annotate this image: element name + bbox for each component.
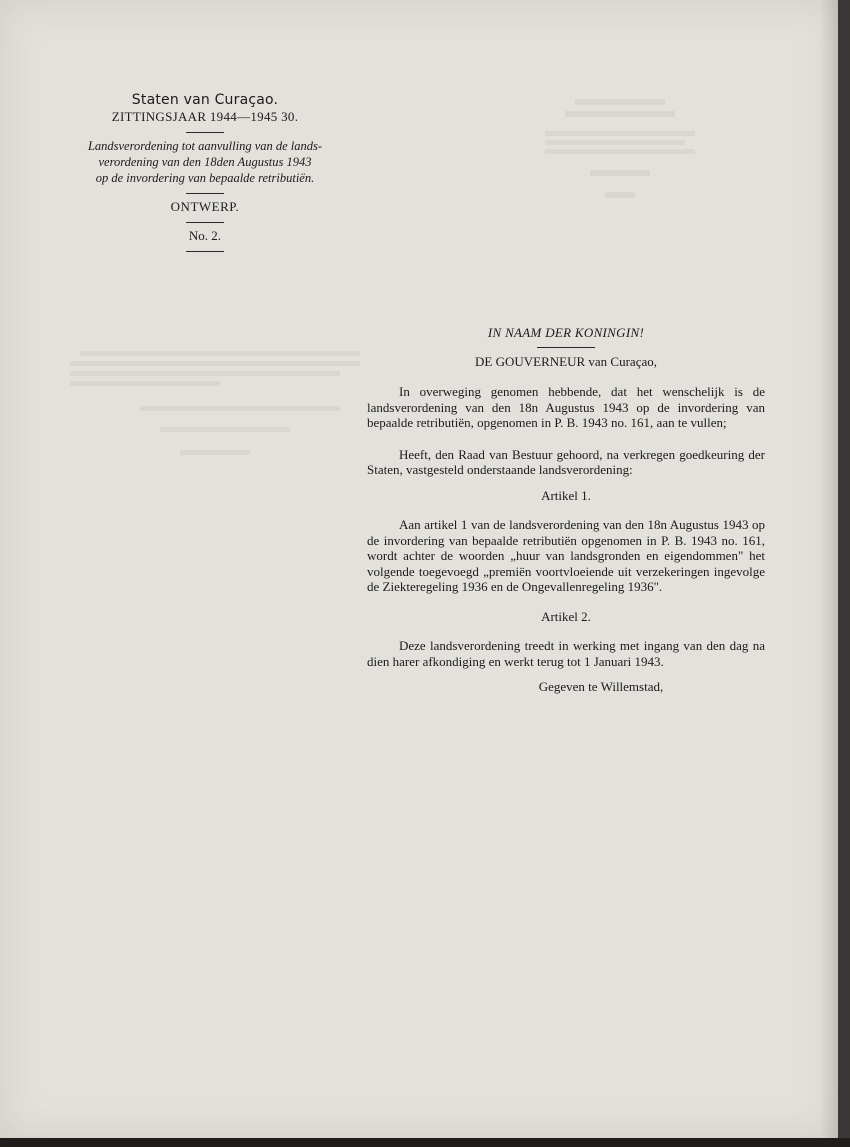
subject-line-2: verordening van den 18den Augustus 1943 — [98, 155, 312, 169]
preamble: IN NAAM DER KONINGIN! — [487, 325, 645, 340]
show-through-block-left — [60, 345, 360, 495]
number-divider — [186, 251, 224, 252]
signoff: Gegeven te Willemstad, — [538, 679, 664, 694]
assembly-title: Staten van Curaçao. — [131, 92, 279, 108]
draft-number: No. 2. — [188, 228, 222, 243]
scan-edge-bottom — [0, 1138, 850, 1147]
article-2-heading: Artikel 2. — [541, 608, 591, 624]
article-2-text: Deze landsverordening treedt in werking met ingang van den dag na dien harer afkondiging en werkt terug tot 1 Januari 1943. — [367, 638, 765, 669]
page-fold-shadow — [820, 0, 838, 1138]
session-year: ZITTINGSJAAR 1944—1945 30. — [111, 109, 299, 124]
considering-paragraph: In overweging genomen hebbende, dat het wenschelijk is de landsverordening van den 18n Augustus 1943 op de invordering van bepaalde retributiën, opgenomen in P. B. 1943 no. 161, aan te vullen; — [367, 384, 765, 430]
scan-edge-right — [838, 0, 850, 1147]
preamble-divider — [537, 347, 595, 348]
document-header — [55, 92, 355, 257]
subject-line-1: Landsverordening tot aanvulling van de lands- — [87, 139, 323, 153]
show-through-block-top — [545, 95, 695, 245]
draft-divider — [186, 222, 224, 223]
enacting-paragraph: Heeft, den Raad van Bestuur gehoord, na verkregen goedkeuring der Staten, vastgesteld onderstaande landsverordening: — [367, 446, 765, 477]
subject-line-3: op de invordering van bepaalde retributiën. — [95, 171, 315, 185]
header-divider — [186, 132, 224, 133]
draft-label: ONTWERP. — [170, 199, 240, 214]
subject-divider — [186, 193, 224, 194]
article-1-text: Aan artikel 1 van de landsverordening van den 18n Augustus 1943 op de invordering van bepaalde retributiën opgenomen in P. B. 1943 no. 161, wordt achter de woorden „huur van landsgronden en eigendommen" het volgende toegevoegd „premiën voortvloeiende uit verzekeringen ingevolge de Ziekteregeling 1936 en de Ongevallenregeling 1936". — [367, 517, 765, 594]
decree-body — [367, 325, 765, 695]
article-1-heading: Artikel 1. — [541, 487, 591, 503]
governor-line: DE GOUVERNEUR van Curaçao, — [475, 353, 657, 369]
